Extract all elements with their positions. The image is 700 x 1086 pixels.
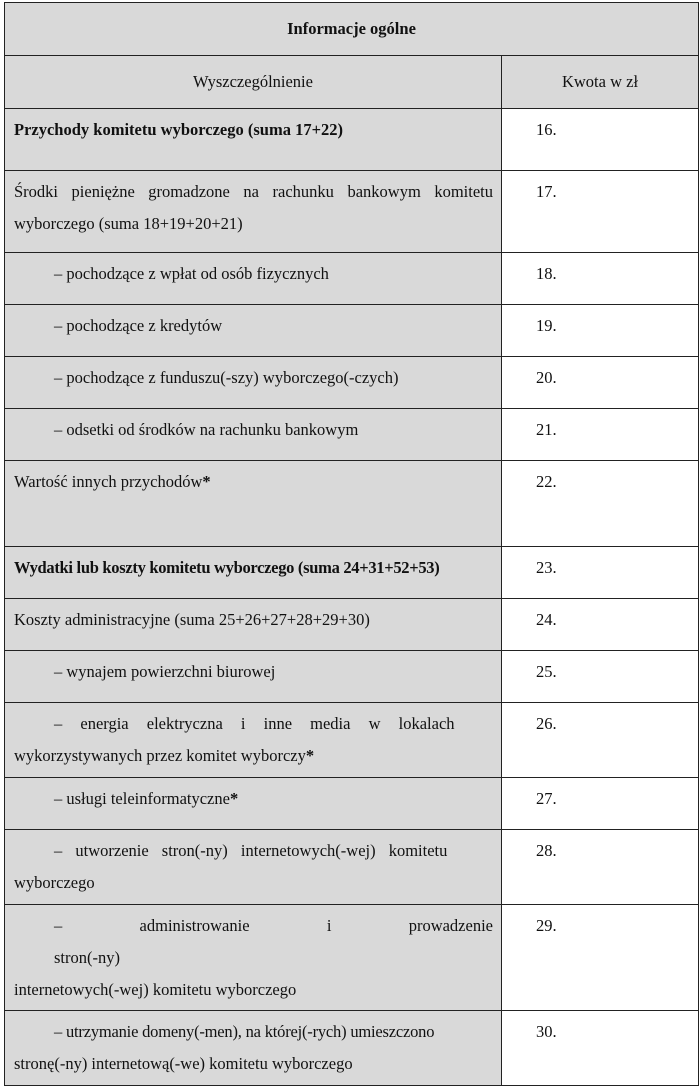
row-number: 29. xyxy=(502,905,699,1011)
table-row xyxy=(5,409,699,461)
row-number: 20. xyxy=(502,357,699,409)
row-label: – usługi teleinformatyczne xyxy=(54,789,230,808)
table-title: Informacje ogólne xyxy=(5,3,699,56)
table-row xyxy=(5,171,699,253)
row-label-line1: – utworzenie stron(-ny) internetowych(-wej) komitetu xyxy=(54,841,448,860)
row-number: 22. xyxy=(502,461,699,547)
row-label: Środki pieniężne gromadzone na rachunku bankowym komitetu wyborczego (suma 18+19+20+21) xyxy=(5,171,502,253)
row-number: 25. xyxy=(502,651,699,703)
row-label-line1: – utrzymanie domeny(-men), na której(-rych) umieszczono xyxy=(54,1022,435,1041)
row-label: – pochodzące z funduszu(-szy) wyborczego(-czych) xyxy=(54,368,399,387)
row-label: – pochodzące z kredytów xyxy=(54,316,223,335)
table-row xyxy=(5,703,699,778)
row-asterisk: * xyxy=(305,746,315,765)
row-number: 16. xyxy=(502,109,699,171)
row-number: 26. xyxy=(502,703,699,778)
table-title-row xyxy=(5,3,699,56)
financial-report-table xyxy=(4,2,699,1086)
table-row xyxy=(5,253,699,305)
table-row xyxy=(5,357,699,409)
table-row xyxy=(5,830,699,905)
table-row xyxy=(5,547,699,599)
table-row xyxy=(5,1011,699,1086)
table-header-row xyxy=(5,56,699,109)
row-label: Koszty administracyjne (suma 25+26+27+28+29+30) xyxy=(5,599,502,651)
table-row xyxy=(5,461,699,547)
row-label: Przychody komitetu wyborczego (suma 17+22) xyxy=(5,109,502,171)
table-row xyxy=(5,109,699,171)
row-label-line2: stronę(-ny) internetową(-we) komitetu wyborczego xyxy=(14,1054,353,1073)
row-number: 18. xyxy=(502,253,699,305)
row-label-line1: – administrowanie i prowadzenie stron(-ny) xyxy=(54,916,493,967)
row-number: 28. xyxy=(502,830,699,905)
row-number: 24. xyxy=(502,599,699,651)
row-label: Wydatki lub koszty komitetu wyborczego (suma 24+31+52+53) xyxy=(5,547,502,599)
table-row xyxy=(5,651,699,703)
row-number: 21. xyxy=(502,409,699,461)
row-number: 30. xyxy=(502,1011,699,1086)
row-label-line2: wyborczego xyxy=(14,873,95,892)
row-label-line2: internetowych(-wej) komitetu wyborczego xyxy=(14,980,297,999)
row-label: Wartość innych przychodów xyxy=(14,472,203,491)
row-label-line2: wykorzystywanych przez komitet wyborczy xyxy=(14,746,306,765)
row-label: – wynajem powierzchni biurowej xyxy=(54,662,276,681)
column-header-amount: Kwota w zł xyxy=(502,56,699,109)
table-row xyxy=(5,905,699,1011)
table-row xyxy=(5,599,699,651)
table-row xyxy=(5,778,699,830)
column-header-description: Wyszczególnienie xyxy=(5,56,502,109)
row-number: 17. xyxy=(502,171,699,253)
row-number: 23. xyxy=(502,547,699,599)
table-row xyxy=(5,305,699,357)
row-label-line1: – energia elektryczna i inne media w lokalach xyxy=(54,714,455,733)
row-label: – odsetki od środków na rachunku bankowym xyxy=(54,420,359,439)
row-asterisk: * xyxy=(202,472,211,491)
row-number: 27. xyxy=(502,778,699,830)
row-label: – pochodzące z wpłat od osób fizycznych xyxy=(54,264,329,283)
row-asterisk: * xyxy=(229,789,239,808)
row-number: 19. xyxy=(502,305,699,357)
